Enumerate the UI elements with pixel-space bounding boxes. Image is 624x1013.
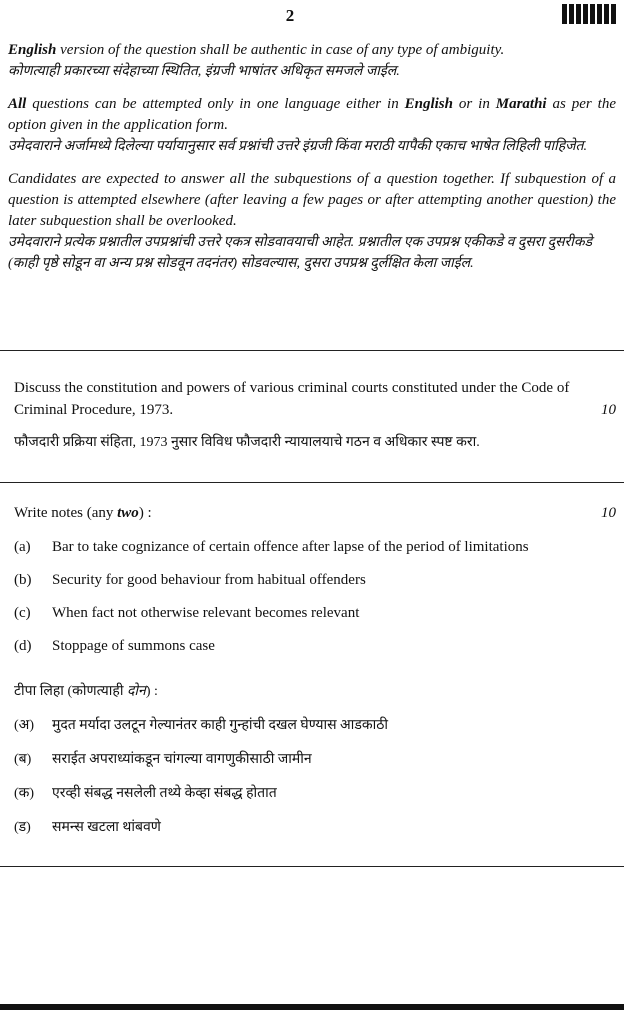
emphasis: English — [404, 96, 453, 112]
instructions — [8, 40, 616, 286]
text: ) : — [138, 505, 152, 521]
label: (अ) — [14, 718, 35, 733]
emphasis: English — [8, 42, 57, 58]
text: Write notes (any — [14, 505, 118, 521]
question-1-english — [14, 377, 616, 421]
marks: 10 — [601, 402, 616, 418]
text: questions can be attempted only in one language either in — [26, 96, 405, 112]
emphasis: दोन — [126, 684, 146, 699]
text: एरव्ही संबद्ध नसलेली तथ्ये केव्हा संबद्ध होतात — [52, 786, 277, 801]
question-2-heading — [14, 502, 616, 524]
instruction-3-marathi: उमेदवाराने प्रत्येक प्रश्नातील उपप्रश्नांची उत्तरे एकत्र सोडवावयाची आहेत. प्रश्नातील एक उपप्रश्न एकीकडे व दुसरा दुसरीकडे (काही पृष्ठे सोडून वा अन्य प्रश्न सोडवून तदनंतर) सोडवल्यास, दुसरा उपप्रश्न दुर्लक्षित केला जाईल. — [8, 235, 593, 271]
instruction-1-marathi: कोणत्याही प्रकारच्या संदेहाच्या स्थितित, इंग्रजी भाषांतर अधिकृत समजले जाईल. — [8, 64, 400, 79]
marks: 10 — [601, 505, 616, 521]
text: टीपा लिहा (कोणत्याही — [14, 684, 127, 699]
subquestion-marathi-c — [14, 784, 616, 804]
emphasis: two — [117, 505, 139, 521]
instruction-2-english — [8, 94, 616, 136]
label: (ड) — [14, 820, 31, 835]
instruction-2-marathi: उमेदवाराने अर्जामध्ये दिलेल्या पर्यायानुसार सर्व प्रश्नांची उत्तरे इंग्रजी किंवा मराठी यापैकी एकाच भाषेत लिहिली पाहिजेत. — [8, 139, 588, 154]
instruction-3-english: Candidates are expected to answer all the subquestions of a question together. If subquestion of a question is attempted elsewhere (after leaving a few pages or after attempting another question) the later subquestion shall be overlooked. — [8, 171, 616, 229]
text: as per the option given in the application form. — [8, 96, 616, 133]
question-1 — [14, 377, 616, 453]
label: (b) — [14, 572, 32, 588]
text: Security for good behaviour from habitual offenders — [52, 572, 366, 588]
label: (d) — [14, 638, 32, 654]
subquestion-c — [14, 603, 616, 623]
text: सराईत अपराध्यांकडून चांगल्या वागणुकीसाठी जामीन — [52, 752, 312, 767]
text: समन्स खटला थांबवणे — [52, 820, 161, 835]
divider — [0, 866, 624, 867]
text: ) : — [145, 684, 158, 699]
text: version of the question shall be authentic in case of any type of ambiguity. — [56, 42, 505, 58]
page-number: 2 — [285, 6, 295, 25]
subquestion-marathi-d — [14, 818, 616, 838]
emphasis: All — [8, 96, 27, 112]
text: Bar to take cognizance of certain offence after lapse of the period of limitations — [52, 539, 529, 555]
barcode — [562, 4, 616, 24]
text: or in — [453, 96, 496, 112]
divider — [0, 482, 624, 483]
page-footer-bar — [0, 1004, 624, 1010]
subquestion-marathi-b — [14, 750, 616, 770]
label: (क) — [14, 786, 35, 801]
label: (c) — [14, 605, 31, 621]
divider — [0, 350, 624, 351]
subquestion-a — [14, 537, 616, 557]
question-text: Discuss the constitution and powers of various criminal courts constituted under the Code of Criminal Procedure, 1973. — [14, 380, 570, 418]
question-2 — [14, 502, 616, 838]
subquestion-d — [14, 636, 616, 656]
instruction-1-english — [8, 40, 616, 61]
subquestion-b — [14, 570, 616, 590]
question-2-heading-marathi — [14, 682, 616, 702]
label: (a) — [14, 539, 31, 555]
emphasis: Marathi — [495, 96, 547, 112]
subquestion-marathi-a — [14, 716, 616, 736]
text: Stoppage of summons case — [52, 638, 215, 654]
question-1-marathi: फौजदारी प्रक्रिया संहिता, 1973 नुसार विविध फौजदारी न्यायालयाचे गठन व अधिकार स्पष्ट करा. — [14, 435, 480, 450]
text: When fact not otherwise relevant becomes relevant — [52, 605, 360, 621]
label: (ब) — [14, 752, 32, 767]
text: मुदत मर्यादा उलटून गेल्यानंतर काही गुन्हांची दखल घेण्यास आडकाठी — [52, 718, 388, 733]
